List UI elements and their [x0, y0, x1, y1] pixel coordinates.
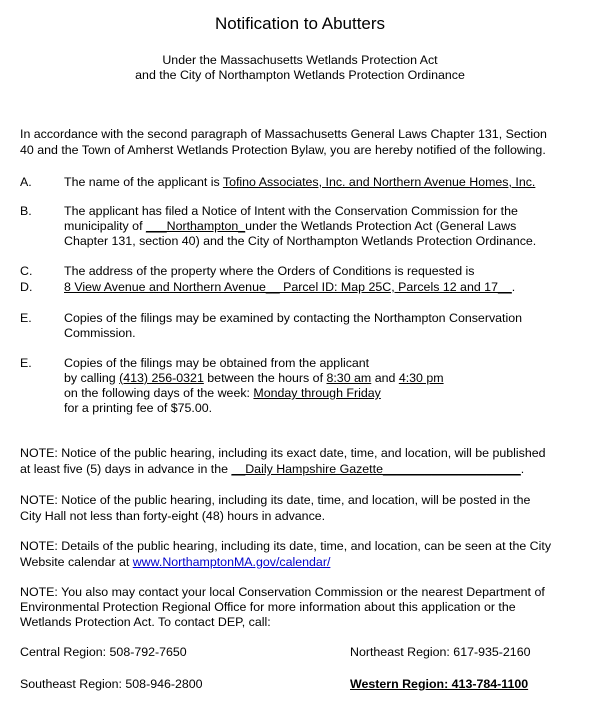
start-time: 8:30 am: [326, 371, 372, 385]
note-3-line-2: [20, 555, 330, 570]
note-1-line-1: NOTE: Notice of the public hearing, including its exact date, time, and location, will be published: [20, 446, 546, 460]
note-2-line-1: NOTE: Notice of the public hearing, including its date, time, and location, will be posted in the: [20, 493, 531, 507]
item-a-label: A.: [20, 175, 32, 189]
subtitle-line-1: Under the Massachusetts Wetlands Protection Act: [162, 53, 438, 67]
applicant-name: Tofino Associates, Inc. and Northern Avenue Homes, Inc.: [222, 175, 536, 189]
note-3-line-1: NOTE: Details of the public hearing, including its date, time, and location, can be seen at the City: [20, 539, 552, 553]
item-c-text: The address of the property where the Orders of Conditions is requested is: [64, 264, 475, 278]
item-d-text: [64, 280, 515, 295]
item-e1-line-1: Copies of the filings may be examined by contacting the Northampton Conservation: [64, 311, 523, 325]
item-d-label: D.: [20, 280, 33, 294]
item-b-line-1: The applicant has filed a Notice of Intent with the Conservation Commission for the: [64, 204, 518, 218]
intro-line-1: In accordance with the second paragraph of Massachusetts General Laws Chapter 131, Section: [20, 127, 547, 141]
calendar-link[interactable]: www.NorthamptonMA.gov/calendar/: [132, 555, 331, 569]
property-address: 8 View Avenue and Northern Avenue__ Parcel ID: Map 25C, Parcels 12 and 17__: [64, 280, 512, 294]
central-region: Central Region: 508-792-7650: [20, 645, 187, 659]
days-lead: on the following days of the week:: [64, 386, 254, 400]
newspaper-name: __Daily Hampshire Gazette____________________: [231, 462, 521, 476]
end-time: 4:30 pm: [398, 371, 444, 385]
item-a-lead: The name of the applicant is: [64, 175, 223, 189]
item-b-line-2-tail: under the Wetlands Protection Act (General Laws: [245, 219, 517, 233]
note-3-lead: Website calendar at: [20, 555, 133, 569]
hours-and: and: [371, 371, 399, 385]
item-e2-line-1: Copies of the filings may be obtained from the applicant: [64, 356, 370, 370]
note-1-lead: at least five (5) days in advance in the: [20, 462, 232, 476]
item-b-line-2: [64, 219, 516, 234]
subtitle-line-2: and the City of Northampton Wetlands Protection Ordinance: [135, 68, 465, 82]
item-e1-label: E.: [20, 311, 32, 325]
item-e2-line-4: for a printing fee of $75.00.: [64, 401, 213, 415]
item-a-text: [64, 175, 535, 190]
note-2-line-2: City Hall not less than forty-eight (48) hours in advance.: [20, 509, 326, 523]
item-b-line-3: Chapter 131, section 40) and the City of Northampton Wetlands Protection Ordinance.: [64, 234, 537, 248]
note-4-line-1: NOTE: You also may contact your local Conservation Commission or the nearest Department of: [20, 585, 545, 599]
days-of-week: Monday through Friday: [253, 386, 381, 400]
southeast-region: Southeast Region: 508-946-2800: [20, 677, 203, 691]
item-e2-line-2: [64, 371, 444, 386]
item-b-label: B.: [20, 204, 32, 218]
page-title: Notification to Abutters: [214, 14, 386, 33]
note-1-end: .: [520, 462, 525, 476]
calling-lead: by calling: [64, 371, 120, 385]
item-d-end: .: [511, 280, 516, 294]
hours-lead: between the hours of: [203, 371, 327, 385]
northeast-region: Northeast Region: 617-935-2160: [350, 645, 531, 659]
intro-line-2: 40 and the Town of Amherst Wetlands Protection Bylaw, you are hereby notified of the following.: [20, 143, 546, 157]
municipality-name: ___Northampton_: [145, 219, 246, 233]
item-e2-label: E.: [20, 356, 32, 370]
item-e2-line-3: [64, 386, 381, 401]
applicant-phone: (413) 256-0321: [119, 371, 204, 385]
item-b-municipality-lead: municipality of: [64, 219, 146, 233]
note-4-line-2: Environmental Protection Regional Office for more information about this application or the: [20, 600, 516, 614]
item-e1-line-2: Commission.: [64, 326, 136, 340]
western-region: Western Region: 413-784-1100: [350, 677, 529, 691]
note-1-line-2: [20, 462, 524, 477]
item-c-label: C.: [20, 264, 33, 278]
note-4-line-3: Wetlands Protection Act. To contact DEP, call:: [20, 615, 271, 629]
